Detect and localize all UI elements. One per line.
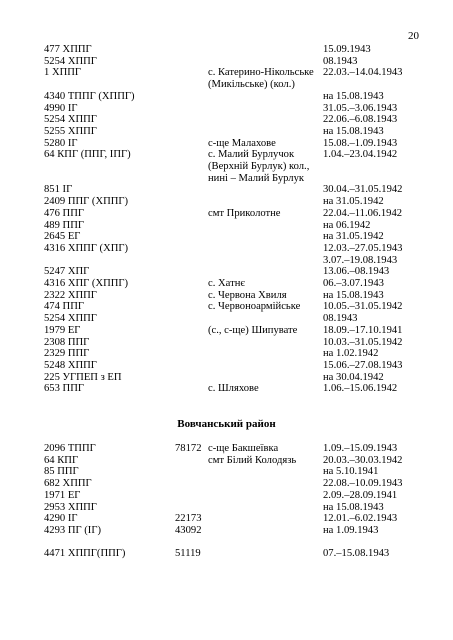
unit-cell-text: 489 ППГ [44,219,84,231]
table-row [44,208,424,220]
table-row [44,231,424,243]
date-cell [323,44,371,56]
place-cell-line: с-ще Малахове [208,137,276,149]
date-cell [323,313,357,325]
unit-cell-text: 2308 ППГ [44,336,90,348]
unit-cell [44,103,78,115]
table-row [44,502,424,514]
page-number: 20 [408,30,419,42]
date-cell-line: 1.06.–15.06.1942 [323,383,398,395]
place-cell [208,290,287,302]
date-cell [323,525,378,537]
unit-cell [44,184,72,196]
unit-cell [44,278,128,290]
place-cell [208,383,259,395]
table-row [44,103,424,115]
unit-cell-text: 1971 ЕГ [44,489,81,501]
number-cell [175,548,201,560]
date-cell [323,220,370,232]
date-cell [323,266,389,278]
number-cell-text: 43092 [175,524,202,536]
unit-cell [44,360,97,372]
unit-cell-text: 4990 ІГ [44,102,78,114]
date-cell [323,443,397,455]
date-cell-line: 1.04.–23.04.1942 [323,149,398,161]
unit-cell-text: 2409 ППГ (ХППГ) [44,196,129,208]
unit-cell [44,337,89,349]
unit-cell [44,372,122,384]
date-cell-line: 15.06.–27.08.1943 [323,359,403,371]
place-cell-line: с. Хатнє [208,278,245,289]
unit-cell-text: 85 ППГ [44,466,79,478]
unit-cell-text: 5248 ХППГ [44,359,97,371]
table-row [44,149,424,184]
table-row [44,266,424,278]
date-cell [323,478,402,490]
unit-cell [44,548,125,560]
date-cell-line: на 31.05.1942 [323,196,384,208]
unit-cell [44,114,97,126]
number-cell [175,525,201,537]
date-cell [323,126,384,138]
table-row [44,184,424,196]
date-cell-line: на 1.02.1942 [323,348,379,360]
unit-cell-text: 2953 ХППГ [44,501,97,513]
place-cell-line: с. Червона Хвиля [208,289,287,301]
date-cell-line: на 15.08.1943 [323,125,384,137]
unit-cell [44,208,84,220]
date-cell-line: 22.04.–11.06.1942 [323,207,403,219]
table-row [44,243,424,266]
date-cell [323,184,402,196]
unit-cell-text: 5254 ХППГ [44,55,97,67]
date-cell-line: 22.06.–6.08.1943 [323,114,398,126]
unit-cell-text: 4290 ІГ [44,513,78,525]
unit-cell [44,44,92,56]
number-cell-text: 22173 [175,513,202,525]
date-cell-line: на 30.04.1942 [323,371,384,383]
date-cell-line: на 15.08.1943 [323,289,384,301]
table-row [44,360,424,372]
table-row [44,313,424,325]
table-row [44,138,424,150]
date-cell [323,466,378,478]
unit-cell-text: 225 УГПЕП з ЕП [44,371,122,383]
section-heading: Вовчанський район [177,418,276,430]
place-cell-line: с. Червоноармійське [208,301,301,313]
place-cell-line: (с., с-ще) Шипувате [208,324,298,336]
table-row [44,478,424,490]
unit-cell [44,348,89,360]
date-cell-line: 20.03.–30.03.1942 [323,454,403,466]
date-cell [323,360,402,372]
unit-cell [44,91,135,103]
unit-cell-text: 851 ІГ [44,184,73,196]
date-cell-line: на 1.09.1943 [323,524,379,536]
date-cell [323,490,397,502]
date-cell-line: 12.01.–6.02.1943 [323,513,398,525]
date-cell-line: 15.08.–1.09.1943 [323,137,398,149]
table-row [44,513,424,525]
date-cell-line: 06.–3.07.1943 [323,278,384,289]
hospital-table-district [44,443,424,560]
date-cell-line: 22.03.–14.04.1943 [323,67,403,79]
table-row [44,337,424,349]
number-cell-text: 78172 [175,443,202,454]
unit-cell [44,243,128,255]
table-row [44,290,424,302]
unit-cell [44,455,78,467]
date-cell [323,103,397,115]
unit-cell-text: 4471 ХППГ(ППГ) [44,548,126,560]
unit-cell [44,266,89,278]
date-cell-line: на 31.05.1942 [323,231,384,243]
unit-cell-text: 64 КПГ (ППГ, ІПГ) [44,149,131,161]
unit-cell [44,443,96,455]
place-cell-line: (Верхній Бурлук) кол., [208,160,310,172]
table-row [44,278,424,290]
date-cell-line: 15.09.1943 [323,44,371,55]
table-row [44,67,424,90]
table-row [44,455,424,467]
unit-cell-text: 5247 ХПГ [44,266,90,278]
place-cell-line: с. Катерино-Нікольське [208,67,314,79]
unit-cell-text: 5254 ХППГ [44,313,97,325]
place-cell [208,443,278,455]
unit-cell [44,220,84,232]
unit-cell [44,502,97,514]
unit-cell [44,313,97,325]
table-row [44,196,424,208]
unit-cell [44,126,97,138]
place-cell-line: нині – Малий Бурлук [208,172,305,184]
date-cell [323,383,397,395]
place-cell-line: с. Шляхове [208,383,259,395]
date-cell [323,278,384,290]
unit-cell-text: 2096 ТППГ [44,443,96,454]
unit-cell-text: 4316 ХППГ (ХПГ) [44,242,129,254]
place-cell-line: смт Приколотне [208,207,281,219]
unit-cell-text: 4293 ПГ (ІГ) [44,524,101,536]
unit-cell-text: 2645 ЕГ [44,231,81,243]
number-cell-text: 51119 [175,548,201,560]
table-row [44,490,424,502]
unit-cell-text: 5255 ХППГ [44,125,97,137]
date-cell [323,56,357,68]
place-cell [208,325,297,337]
unit-cell-text: 4340 ТППГ (ХППГ) [44,90,135,102]
date-cell-line: 08.1943 [323,55,358,67]
table-row [44,525,424,537]
date-cell-line: 10.05.–31.05.1942 [323,301,403,313]
date-cell [323,114,397,126]
date-cell [323,455,402,467]
number-cell [175,443,201,455]
date-cell [323,372,384,384]
unit-cell-text: 5254 ХППГ [44,114,97,126]
unit-cell [44,56,97,68]
date-cell [323,196,384,208]
unit-cell-text: 2329 ППГ [44,348,90,360]
date-cell-line: на 15.08.1943 [323,90,384,102]
date-cell [323,325,402,337]
table-row [44,301,424,313]
table-row [44,372,424,384]
date-cell-line: 2.09.–28.09.1941 [323,489,398,501]
date-cell-line: 08.1943 [323,313,358,325]
date-cell-line: 3.07.–19.08.1943 [323,254,398,266]
place-cell [208,138,276,150]
place-cell [208,301,300,313]
date-cell-line: 30.04.–31.05.1942 [323,184,403,196]
date-cell [323,67,402,79]
date-cell [323,231,384,243]
date-cell [323,301,402,313]
unit-cell [44,301,84,313]
date-cell [323,502,384,514]
date-cell-line: 1.09.–15.09.1943 [323,443,398,454]
date-cell-line: 22.08.–10.09.1943 [323,478,403,490]
table-row [44,348,424,360]
unit-cell [44,138,78,150]
date-cell [323,513,397,525]
unit-cell [44,149,131,161]
unit-cell [44,67,81,79]
place-cell [208,208,281,220]
table-row [44,325,424,337]
date-cell-line: 18.09.–17.10.1941 [323,324,403,336]
table-row [44,44,424,56]
unit-cell-text: 653 ППГ [44,383,84,395]
place-cell-line: смт Білий Колодязь [208,454,297,466]
unit-cell [44,231,80,243]
table-row [44,443,424,455]
date-cell-line: на 15.08.1943 [323,501,384,513]
unit-cell-text: 64 КПГ [44,454,79,466]
table-row [44,383,424,395]
table-row [44,220,424,232]
date-cell [323,138,397,150]
date-cell [323,348,378,360]
unit-cell-text: 4316 ХПГ (ХППГ) [44,278,129,289]
place-cell-line: (Микільське) (кол.) [208,79,295,91]
number-cell [175,513,201,525]
date-cell-line: 13.06.–08.1943 [323,266,390,278]
table-row [44,466,424,478]
unit-cell-text: 1 ХППГ [44,67,82,79]
table-row [44,91,424,103]
unit-cell-text: 2322 ХППГ [44,289,97,301]
date-cell [323,149,397,161]
date-cell-line: 31.05.–3.06.1943 [323,102,398,114]
date-cell [323,208,402,220]
date-cell [323,290,384,302]
unit-cell [44,290,97,302]
place-cell [208,278,245,290]
place-cell [208,149,309,184]
unit-cell-text: 1979 ЕГ [44,324,81,336]
unit-cell [44,478,92,490]
unit-cell-text: 682 ХППГ [44,478,92,490]
date-cell [323,243,402,266]
unit-cell-text: 474 ППГ [44,301,84,313]
date-cell [323,548,389,560]
date-cell-line: на 06.1942 [323,219,371,231]
date-cell-line: 12.03.–27.05.1943 [323,242,403,254]
unit-cell-text: 476 ППГ [44,207,84,219]
unit-cell-text: 5280 ІГ [44,137,78,149]
table-row [44,126,424,138]
unit-cell [44,325,80,337]
hospital-table-top [44,44,424,395]
table-row [44,548,424,560]
unit-cell [44,196,128,208]
unit-cell [44,525,101,537]
place-cell-line: с. Малий Бурлучок [208,149,295,161]
date-cell-line: 07.–15.08.1943 [323,548,390,560]
unit-cell [44,466,79,478]
unit-cell [44,513,78,525]
table-row [44,114,424,126]
place-cell-line: с-ще Бакшеївка [208,443,279,454]
unit-cell-text: 477 ХППГ [44,44,92,55]
table-row [44,56,424,68]
date-cell-line: на 5.10.1941 [323,466,379,478]
unit-cell [44,383,84,395]
place-cell [208,67,314,90]
unit-cell [44,490,80,502]
date-cell [323,91,384,103]
place-cell [208,455,296,467]
date-cell [323,337,402,349]
date-cell-line: 10.03.–31.05.1942 [323,336,403,348]
